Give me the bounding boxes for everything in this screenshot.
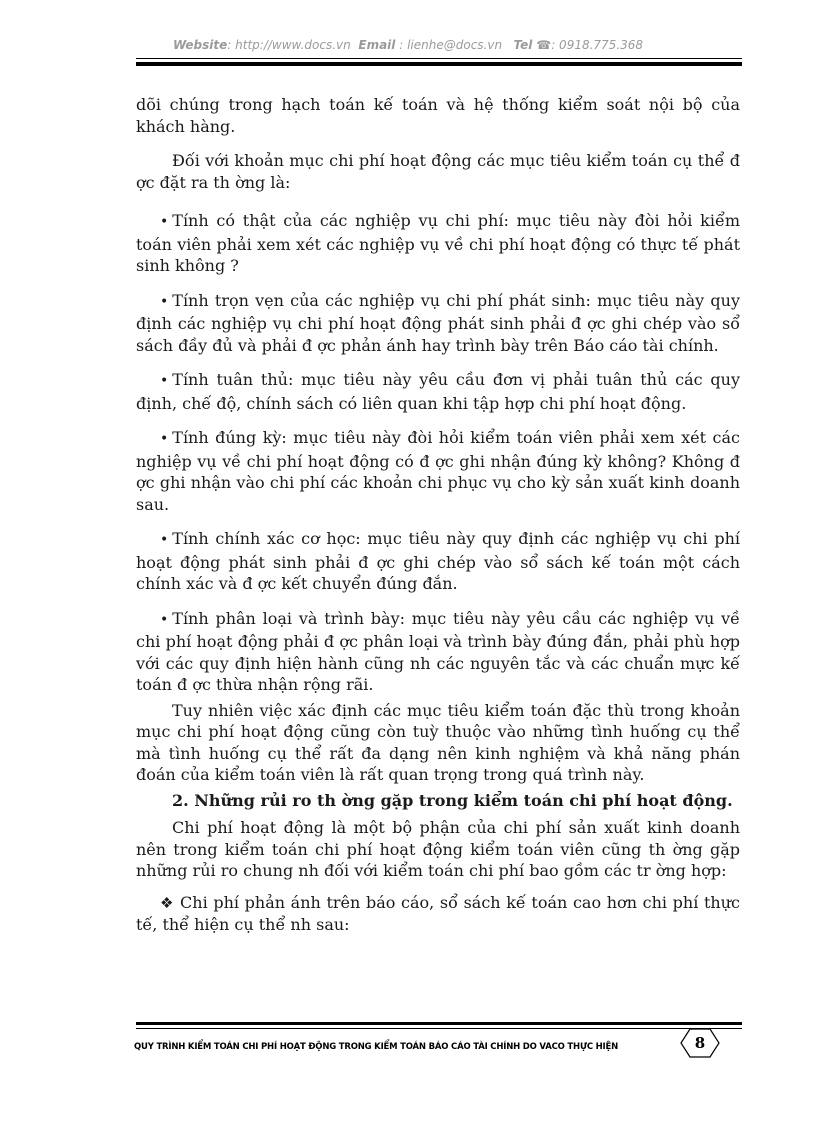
footer-rule-thin [136,1028,742,1029]
email-value: : lienhe@docs.vn [399,38,503,52]
diamond-bullet-icon: ❖ [160,893,175,912]
header-rule-thick [136,62,742,66]
paragraph-4: Chi phí hoạt động là một bộ phận của chi phí sản xuất kinh doanh nên trong kiểm toán chi phí hoạt động kiểm toán viên cũng th ờng gặp những rủi ro chung nh đối với kiểm toán chi phí bao gồm các tr ờng hợp: [136,818,740,880]
bullet-icon: • [160,373,169,389]
bullet-text: Tính đúng kỳ: mục tiêu này đòi hỏi kiểm toán viên phải xem xét các nghiệp vụ về chi phí hoạt động có đ ợc ghi nhận đúng kỳ không? Không đ ợc ghi nhận vào chi phí các khoản chi phục vụ cho kỳ sản xuất kinh doanh sau. [136,428,740,514]
website-value: : http://www.docs.vn [227,38,351,52]
bullet-item-3 [136,369,740,414]
bullet-text: Tính phân loại và trình bày: mục tiêu này yêu cầu các nghiệp vụ về chi phí hoạt động phải đ ợc phân loại và trình bày đúng đắn, phải phù hợp với các quy định hiện hành cũng nh các nguyên tắc và các chuẩn mực kế toán đ ợc thừa nhận rộng rãi. [136,608,740,694]
paragraph-2: Đối với khoản mục chi phí hoạt động các mục tiêu kiểm toán cụ thể đ ợc đặt ra th ờng là: [136,151,740,192]
bullet-item-4 [136,427,740,515]
diamond-item-1 [136,892,740,936]
tel-value: : 0918.775.368 [551,38,644,52]
paragraph-1: dõi chúng trong hạch toán kế toán và hệ thống kiểm soát nội bộ của khách hàng. [136,95,740,136]
bullet-icon: • [160,431,169,447]
bullet-text: Tính có thật của các nghiệp vụ chi phí: mục tiêu này đòi hỏi kiểm toán viên phải xem xét các nghiệp vụ về chi phí hoạt động có thực tế phát sinh không ? [136,211,740,275]
tel-label: Tel [513,38,533,52]
bullet-icon: • [160,293,169,310]
bullet-icon: • [160,611,169,628]
footer-title: QUY TRÌNH KIỂM TOÁN CHI PHÍ HOẠT ĐỘNG TRONG KIỂM TOÁN BÁO CÁO TÀI CHÍNH DO VACO THỰC HIỆN [134,1042,619,1052]
paragraph-3: Tuy nhiên việc xác định các mục tiêu kiểm toán đặc thù trong khoản mục chi phí hoạt động cũng còn tuỳ thuộc vào những tình huống cụ thể mà tình huống cụ thể rất đa dạng nên kinh nghiệm và khả năng phán đoán của kiểm toán viên là rất quan trọng trong quá trình này. [136,700,740,784]
page-header [0,38,816,52]
header-rule-thin [136,58,742,59]
bullet-icon: • [160,214,169,230]
email-label: Email [358,38,396,52]
diamond-item-text: Chi phí phản ánh trên báo cáo, sổ sách kế toán cao hơn chi phí thực tế, thể hiện cụ thể nh sau: [136,892,740,934]
bullet-text: Tính tuân thủ: mục tiêu này yêu cầu đơn vị phải tuân thủ các quy định, chế độ, chính sách có liên quan khi tập hợp chi phí hoạt động. [136,370,740,413]
bullet-text: Tính trọn vẹn của các nghiệp vụ chi phí phát sinh: mục tiêu này quy định các nghiệp vụ chi phí hoạt động phát sinh phải đ ợc ghi chép vào sổ sách đầy đủ và phải đ ợc phản ánh hay trình bày trên Báo cáo tài chính. [136,290,740,355]
bullet-icon: • [160,532,169,548]
section-heading: 2. Những rủi ro th ờng gặp trong kiểm toán chi phí hoạt động. [172,790,733,810]
page-body [136,94,740,949]
bullet-text: Tính chính xác cơ học: mục tiêu này quy định các nghiệp vụ chi phí hoạt động phát sinh phải đ ợc ghi chép vào sổ sách kế toán một cách chính xác và đ ợc kết chuyển đúng đắn. [136,529,740,593]
bullet-item-6 [136,608,740,696]
bullet-item-2 [136,290,740,357]
phone-icon: ☎ [536,38,552,52]
bullet-item-1 [136,210,740,277]
website-label: Website [172,38,228,52]
bullet-item-5 [136,528,740,595]
footer-rule-thick [136,1022,742,1025]
page-number: 8 [694,1034,706,1052]
